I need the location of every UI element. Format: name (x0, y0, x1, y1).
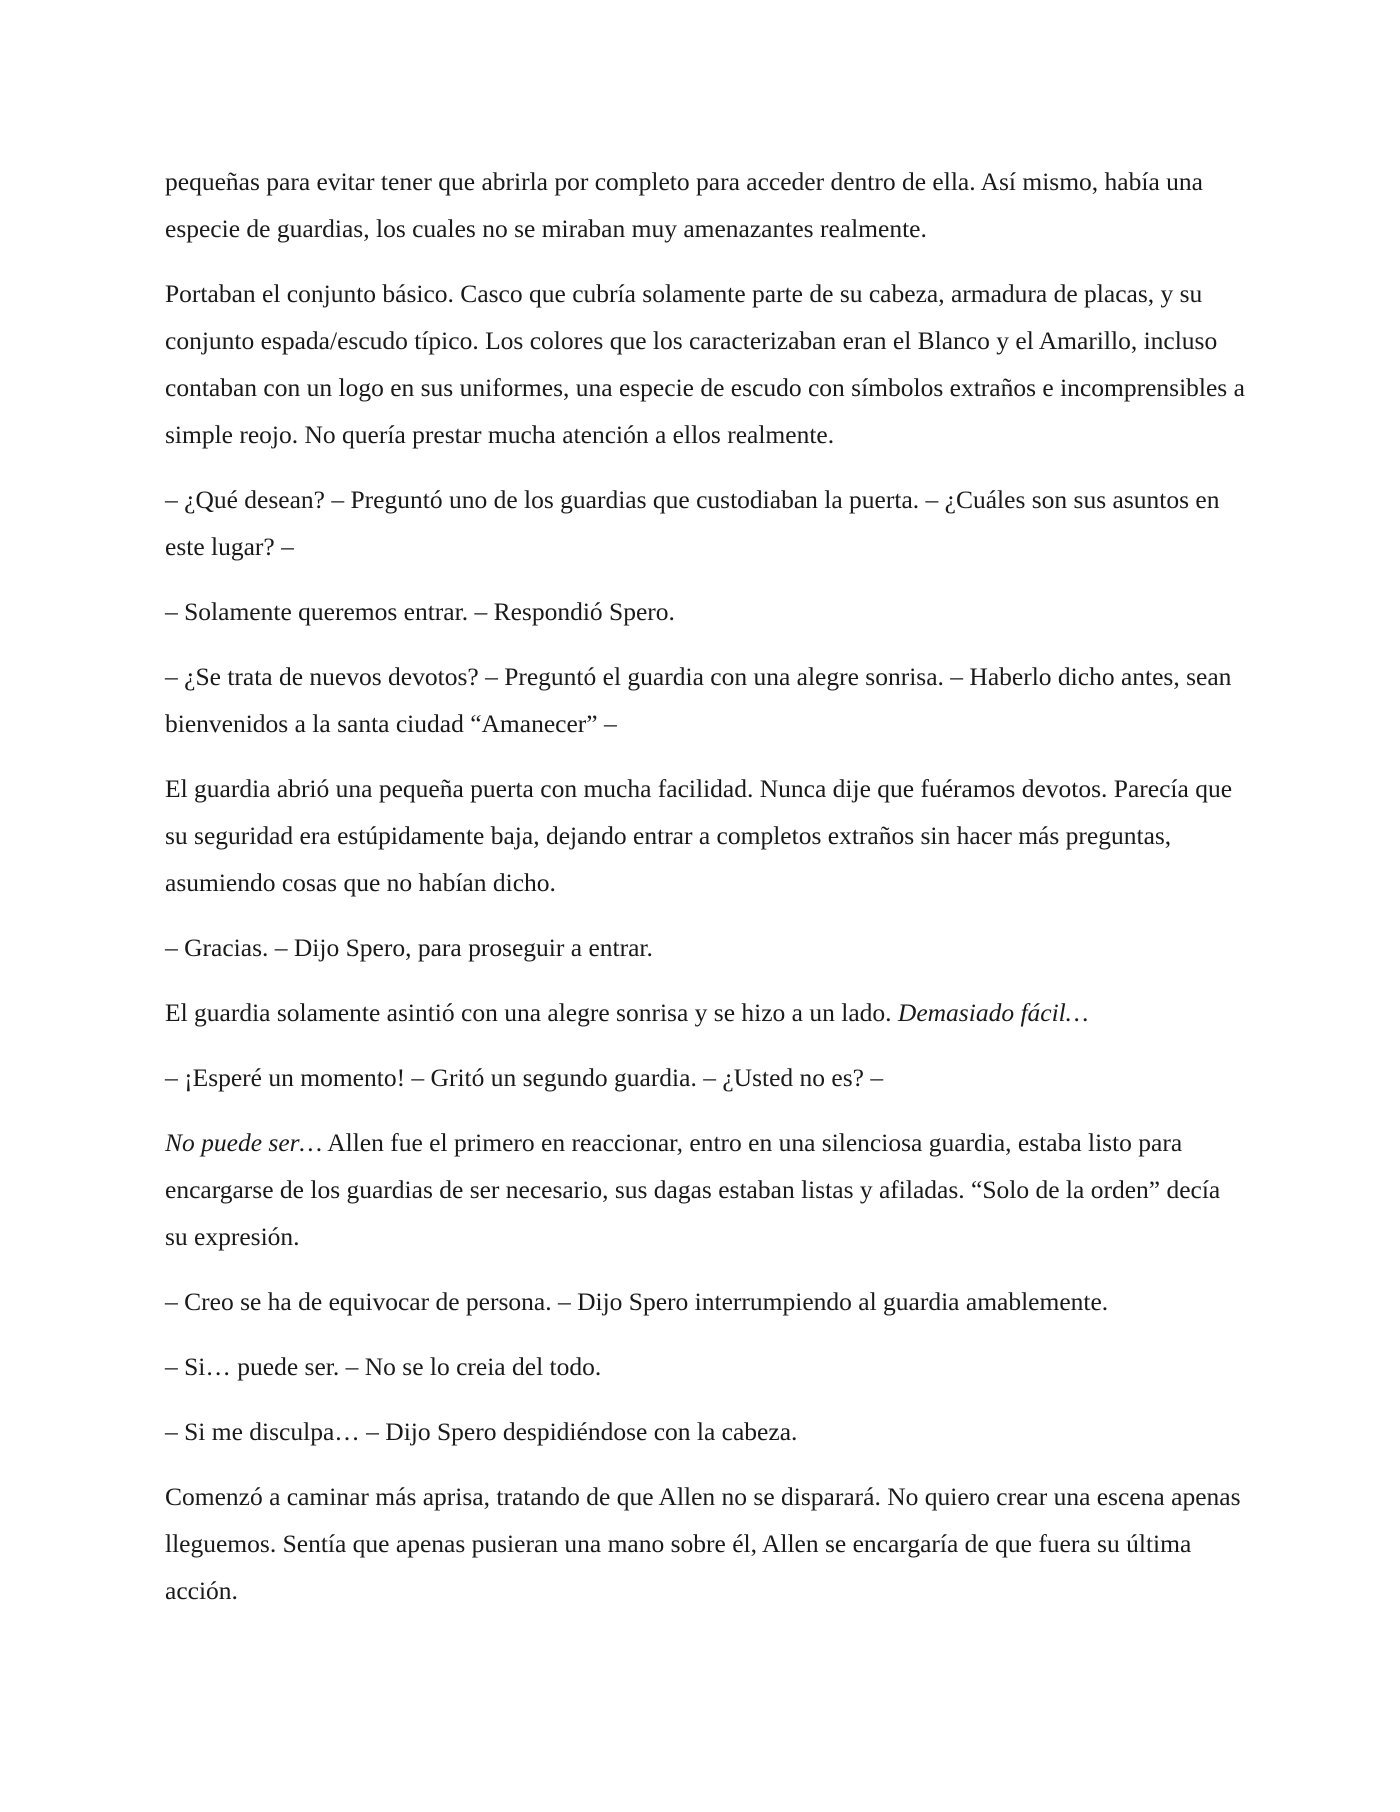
dialogue-line (165, 1278, 1245, 1325)
dialogue-line (165, 1408, 1245, 1455)
paragraph-text: – Solamente queremos entrar. – Respondió Spero. (165, 597, 675, 626)
dialogue-line (165, 924, 1245, 971)
italic-thought: No puede ser… (165, 1128, 323, 1157)
paragraph-text: – ¿Qué desean? – Preguntó uno de los guardias que custodiaban la puerta. – ¿Cuáles son sus asuntos en este lugar? – (165, 485, 1220, 561)
paragraph (165, 1473, 1245, 1614)
dialogue-line (165, 1343, 1245, 1390)
dialogue-line (165, 588, 1245, 635)
italic-thought: Demasiado fácil… (897, 998, 1089, 1027)
paragraph-text: – ¿Se trata de nuevos devotos? – Preguntó el guardia con una alegre sonrisa. – Haberlo dicho antes, sean bienvenidos a la santa ciudad “Amanecer” – (165, 662, 1232, 738)
dialogue-line (165, 653, 1245, 747)
paragraph-text: El guardia solamente asintió con una alegre sonrisa y se hizo a un lado. (165, 998, 898, 1027)
paragraph-text: Portaban el conjunto básico. Casco que cubría solamente parte de su cabeza, armadura de placas, y su conjunto espada/escudo típico. Los colores que los caracterizaban eran el Blanco y el Amarillo, incluso contaban con un logo en sus uniformes, una especie de escudo con símbolos extraños e incomprensibles a simple reojo. No quería prestar mucha atención a ellos realmente. (165, 279, 1245, 449)
paragraph-text: – Gracias. – Dijo Spero, para proseguir a entrar. (165, 933, 653, 962)
paragraph (165, 1119, 1245, 1260)
paragraph (165, 989, 1245, 1036)
paragraph (165, 270, 1245, 458)
dialogue-line (165, 1054, 1245, 1101)
paragraph-text: – Si me disculpa… – Dijo Spero despidiéndose con la cabeza. (165, 1417, 798, 1446)
paragraph-text: El guardia abrió una pequeña puerta con mucha facilidad. Nunca dije que fuéramos devotos. Parecía que su seguridad era estúpidamente baja, dejando entrar a completos extraños sin hacer más preguntas, asumiendo cosas que no habían dicho. (165, 774, 1233, 897)
dialogue-line (165, 476, 1245, 570)
paragraph (165, 158, 1245, 252)
paragraph-text: Comenzó a caminar más aprisa, tratando de que Allen no se disparará. No quiero crear una escena apenas lleguemos. Sentía que apenas pusieran una mano sobre él, Allen se encargaría de que fuera su última acción. (165, 1482, 1241, 1605)
paragraph-text: Allen fue el primero en reaccionar, entro en una silenciosa guardia, estaba listo para encargarse de los guardias de ser necesario, sus dagas estaban listas y afiladas. “Solo de la orden” decía su expresión. (165, 1128, 1221, 1251)
paragraph-text: – Creo se ha de equivocar de persona. – Dijo Spero interrumpiendo al guardia amablemente. (165, 1287, 1109, 1316)
paragraph-text: – Si… puede ser. – No se lo creia del todo. (165, 1352, 602, 1381)
document-body (165, 158, 1245, 1632)
paragraph-text: pequeñas para evitar tener que abrirla por completo para acceder dentro de ella. Así mismo, había una especie de guardias, los cuales no se miraban muy amenazantes realmente. (165, 167, 1203, 243)
paragraph-text: – ¡Esperé un momento! – Gritó un segundo guardia. – ¿Usted no es? – (165, 1063, 884, 1092)
paragraph (165, 765, 1245, 906)
